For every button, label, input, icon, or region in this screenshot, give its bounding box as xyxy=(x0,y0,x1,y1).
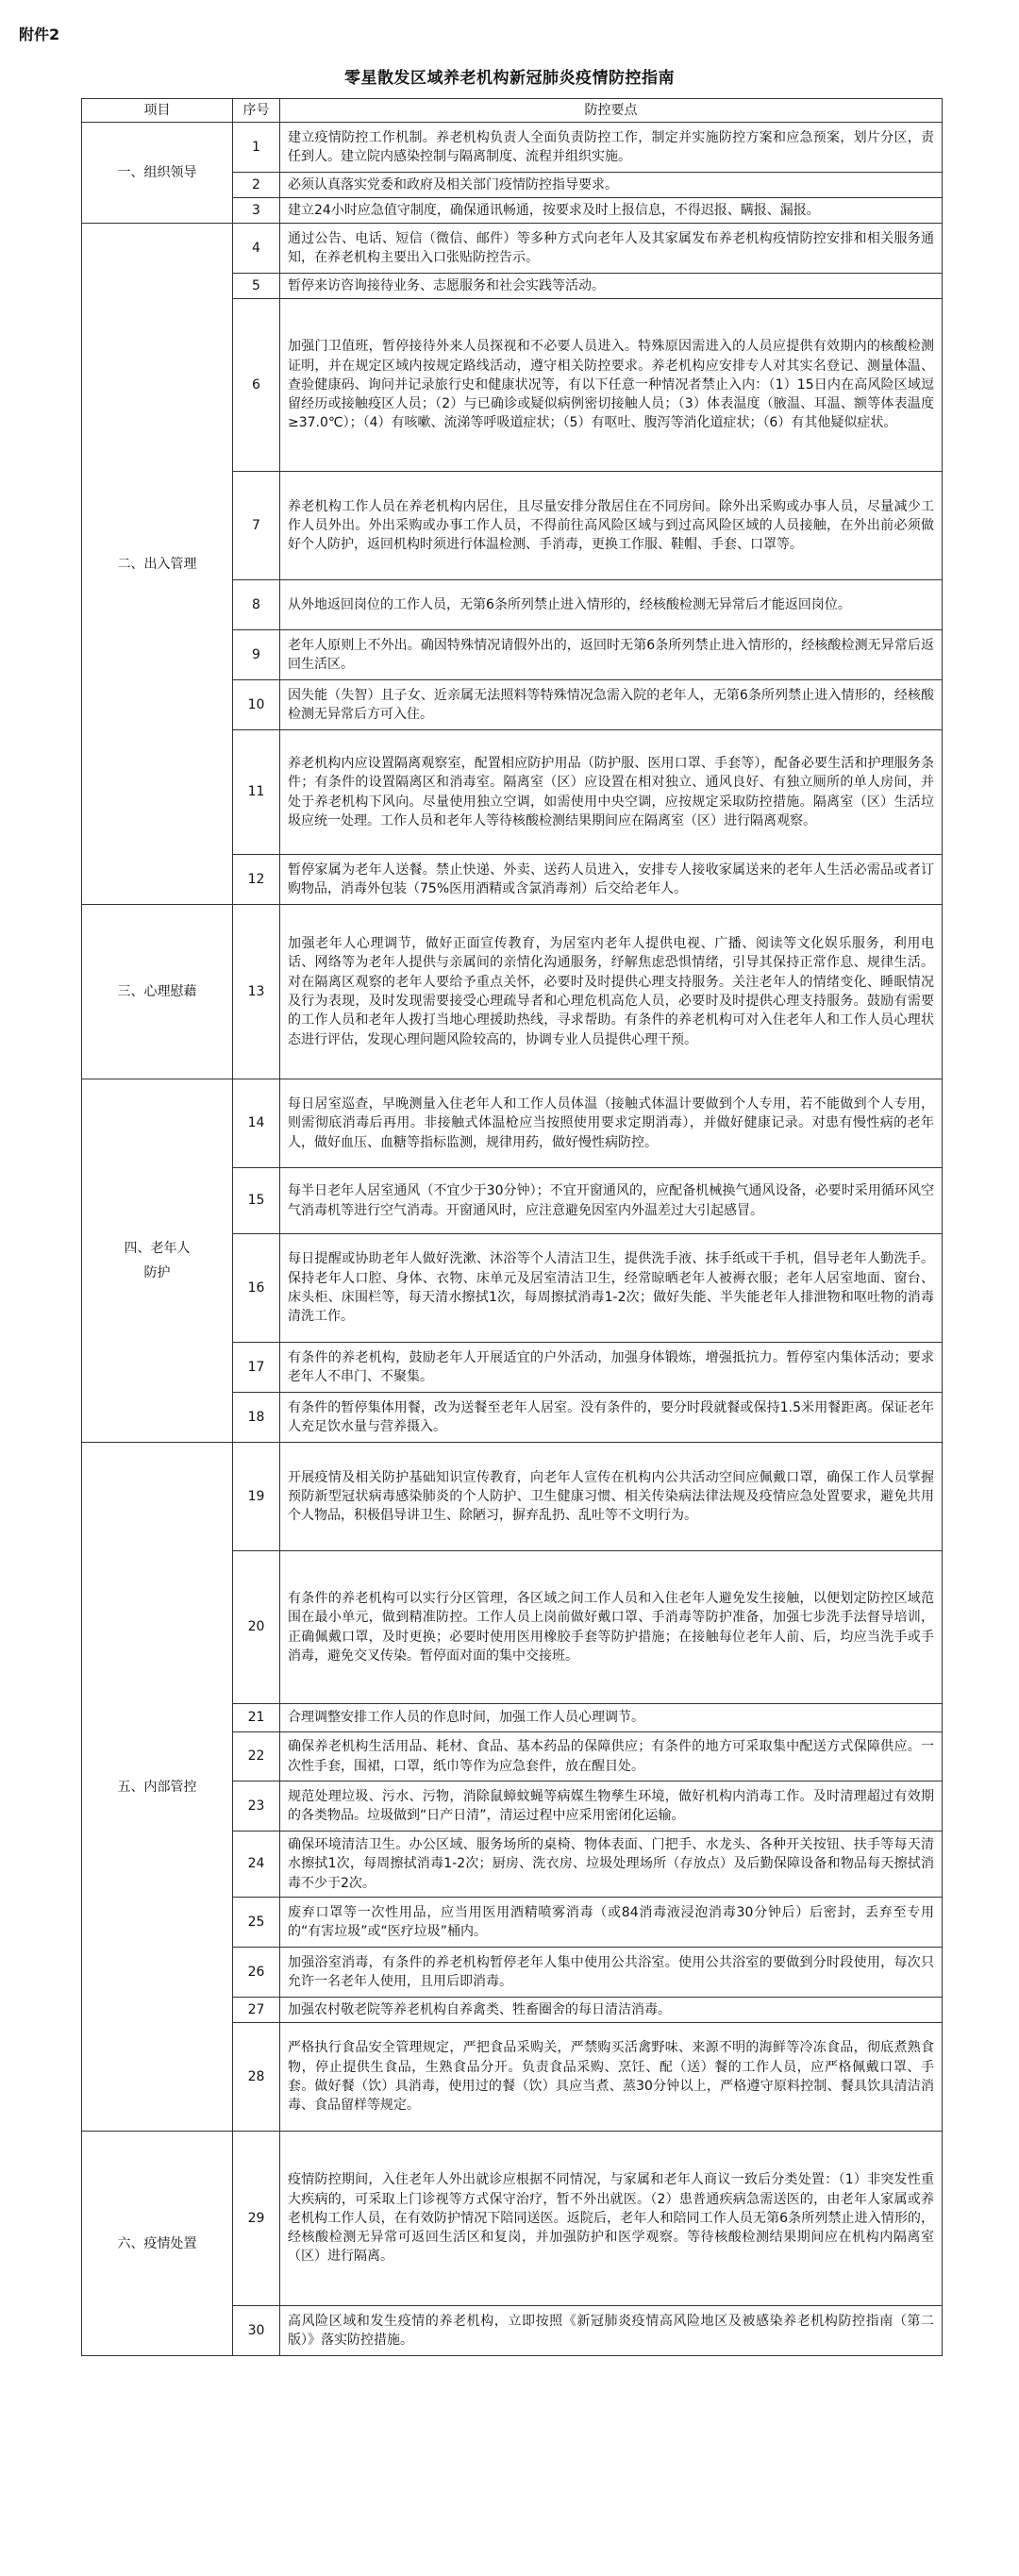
row-number: 21 xyxy=(233,1704,280,1732)
row-text: 每日提醒或协助老年人做好洗漱、沐浴等个人清洁卫生，提供洗手液、抹手纸或干手机，倡导老年人勤洗手。保持老年人口腔、身体、衣物、床单元及居室清洁卫生，经常晾晒老年人被褥衣服；老年人居室地面、窗台、床头柜、床围栏等，每天清水擦拭1次，每周擦拭消毒1-2次；做好失能、半失能老年人排泄物和呕吐物的消毒清洗工作。 xyxy=(280,1234,943,1343)
row-text: 每日居室巡查，早晚测量入住老年人和工作人员体温（接触式体温计要做到个人专用，若不能做到个人专用，则需彻底消毒后再用。非接触式体温枪应当按照使用要求定期消毒），并做好健康记录。对患有慢性病的老年人，做好血压、血糖等指标监测，规律用药，做好慢性病防控。 xyxy=(280,1079,943,1168)
row-text: 开展疫情及相关防护基础知识宣传教育，向老年人宣传在机构内公共活动空间应佩戴口罩，确保工作人员掌握预防新型冠状病毒感染肺炎的个人防护、卫生健康习惯、相关传染病法律法规及疫情应急处置要求，避免共用个人物品，积极倡导讲卫生、除陋习，摒弃乱扔、乱吐等不文明行为。 xyxy=(280,1443,943,1551)
row-number: 4 xyxy=(233,224,280,274)
table-header-row xyxy=(82,99,943,123)
row-text: 必须认真落实党委和政府及相关部门疫情防控指导要求。 xyxy=(280,173,943,198)
row-text: 高风险区域和发生疫情的养老机构，立即按照《新冠肺炎疫情高风险地区及被感染养老机构防控指南（第二版）》落实防控措施。 xyxy=(280,2306,943,2356)
table-row xyxy=(82,2132,943,2306)
row-text: 加强老年人心理调节，做好正面宣传教育，为居室内老年人提供电视、广播、阅读等文化娱乐服务，利用电话、网络等为老年人提供与亲属间的亲情化沟通服务，纾解焦虑恐惧情绪，引导其保持正常作息、规律生活。对在隔离区观察的老年人要给予重点关怀，必要时及时提供心理支持服务。关注老年人的情绪变化、睡眠情况及行为表现，及时发现需要接受心理疏导者和心理危机高危人员，必要时及时提供心理支持服务。鼓励有需要的工作人员和老年人拨打当地心理援助热线，寻求帮助。有条件的养老机构可对入住老年人和工作人员心理状态进行评估，发现心理问题风险较高的，协调专业人员提供心理干预。 xyxy=(280,905,943,1079)
category-cell: 一、组织领导 xyxy=(82,123,233,224)
row-number: 5 xyxy=(233,274,280,299)
row-text: 通过公告、电话、短信（微信、邮件）等多种方式向老年人及其家属发布养老机构疫情防控安排和相关服务通知，在养老机构主要出入口张贴防控告示。 xyxy=(280,224,943,274)
row-number: 15 xyxy=(233,1168,280,1234)
row-number: 25 xyxy=(233,1898,280,1948)
category-cell xyxy=(82,1079,233,1443)
header-points: 防控要点 xyxy=(280,99,943,123)
category-cell: 六、疫情处置 xyxy=(82,2132,233,2356)
row-number: 22 xyxy=(233,1732,280,1781)
row-text: 规范处理垃圾、污水、污物，消除鼠蟑蚊蝇等病媒生物孳生环境，做好机构内消毒工作。及时清理超过有效期的各类物品。垃圾做到“日产日清”，清运过程中应采用密闭化运输。 xyxy=(280,1781,943,1832)
row-number: 16 xyxy=(233,1234,280,1343)
row-text: 暂停来访咨询接待业务、志愿服务和社会实践等活动。 xyxy=(280,274,943,299)
document-title: 零星散发区域养老机构新冠肺炎疫情防控指南 xyxy=(344,69,675,88)
attachment-label: 附件2 xyxy=(19,25,60,43)
row-text: 建立24小时应急值守制度，确保通讯畅通，按要求及时上报信息，不得迟报、瞒报、漏报。 xyxy=(280,198,943,224)
row-text: 加强农村敬老院等养老机构自养禽类、牲畜圈舍的每日清洁消毒。 xyxy=(280,1998,943,2023)
row-text: 每半日老年人居室通风（不宜少于30分钟）；不宜开窗通风的，应配备机械换气通风设备，必要时采用循环风空气消毒机等进行空气消毒。开窗通风时，应注意避免因室内外温差过大引起感冒。 xyxy=(280,1168,943,1234)
table-row xyxy=(82,1443,943,1551)
row-number: 29 xyxy=(233,2132,280,2306)
row-number: 7 xyxy=(233,472,280,580)
row-text: 老年人原则上不外出。确因特殊情况请假外出的，返回时无第6条所列禁止进入情形的，经核酸检测无异常后返回生活区。 xyxy=(280,630,943,680)
row-text: 确保环境清洁卫生。办公区域、服务场所的桌椅、物体表面、门把手、水龙头、各种开关按钮、扶手等每天清水擦拭1次，每周擦拭消毒1-2次；厨房、洗衣房、垃圾处理场所（存放点）及后勤保障设备和物品每天擦拭消毒不少于2次。 xyxy=(280,1832,943,1898)
row-text: 有条件的养老机构可以实行分区管理，各区域之间工作人员和入住老年人避免发生接触，以便划定防控区域范围在最小单元，做到精准防控。工作人员上岗前做好戴口罩、手消毒等防护准备，加强七步洗手法督导培训，正确佩戴口罩，及时更换；必要时使用医用橡胶手套等防护措施；在接触每位老年人前、后，均应当洗手或手消毒，避免交叉传染。暂停面对面的集中交接班。 xyxy=(280,1551,943,1704)
row-text: 严格执行食品安全管理规定，严把食品采购关，严禁购买活禽野味、来源不明的海鲜等冷冻食品，彻底煮熟食物，停止提供生食品，生熟食品分开。负责食品采购、烹饪、配（送）餐的工作人员，应严格佩戴口罩、手套。做好餐（饮）具消毒，使用过的餐（饮）具应当煮、蒸30分钟以上，严格遵守原料控制、餐具饮具清洁消毒、食品留样等规定。 xyxy=(280,2023,943,2132)
row-number: 1 xyxy=(233,123,280,173)
row-text: 养老机构工作人员在养老机构内居住，且尽量安排分散居住在不同房间。除外出采购或办事人员，尽量减少工作人员外出。外出采购或办事工作人员，不得前往高风险区域与到过高风险区域的人员接触，在外出前必须做好个人防护，返回机构时须进行体温检测、手消毒，更换工作服、鞋帽、手套、口罩等。 xyxy=(280,472,943,580)
row-number: 9 xyxy=(233,630,280,680)
row-text: 加强门卫值班，暂停接待外来人员探视和不必要人员进入。特殊原因需进入的人员应提供有效期内的核酸检测证明，并在规定区域内按规定路线活动，遵守相关防控要求。养老机构应安排专人对其实名登记、测量体温、查验健康码、询问并记录旅行史和健康状况等，有以下任意一种情况者禁止入内：（1）15日内在高风险区域逗留经历或接触疫区人员；（2）与已确诊或疑似病例密切接触人员；（3）体表温度（腋温、耳温、额等体表温度≥37.0℃）；（4）有咳嗽、流涕等呼吸道症状；（5）有呕吐、腹泻等消化道症状；（6）有其他疑似症状。 xyxy=(280,299,943,472)
header-number: 序号 xyxy=(233,99,280,123)
row-number: 20 xyxy=(233,1551,280,1704)
row-number: 30 xyxy=(233,2306,280,2356)
row-number: 3 xyxy=(233,198,280,224)
row-number: 23 xyxy=(233,1781,280,1832)
row-number: 13 xyxy=(233,905,280,1079)
row-number: 10 xyxy=(233,680,280,730)
category-cell: 五、内部管控 xyxy=(82,1443,233,2132)
row-number: 27 xyxy=(233,1998,280,2023)
row-number: 11 xyxy=(233,730,280,855)
row-number: 14 xyxy=(233,1079,280,1168)
row-number: 8 xyxy=(233,580,280,630)
guideline-table xyxy=(81,98,943,2356)
row-text: 合理调整安排工作人员的作息时间，加强工作人员心理调节。 xyxy=(280,1704,943,1732)
row-number: 28 xyxy=(233,2023,280,2132)
row-number: 19 xyxy=(233,1443,280,1551)
row-number: 26 xyxy=(233,1948,280,1998)
row-number: 18 xyxy=(233,1393,280,1443)
table-row xyxy=(82,1079,943,1168)
row-text: 暂停家属为老年人送餐。禁止快递、外卖、送药人员进入，安排专人接收家属送来的老年人生活必需品或者订购物品，消毒外包装（75%医用酒精或含氯消毒剂）后交给老年人。 xyxy=(280,855,943,905)
row-text: 因失能（失智）且子女、近亲属无法照料等特殊情况急需入院的老年人，无第6条所列禁止进入情形的，经核酸检测无异常后方可入住。 xyxy=(280,680,943,730)
row-text: 从外地返回岗位的工作人员，无第6条所列禁止进入情形的，经核酸检测无异常后才能返回岗位。 xyxy=(280,580,943,630)
row-text: 有条件的养老机构，鼓励老年人开展适宜的户外活动，加强身体锻炼，增强抵抗力。暂停室内集体活动；要求老年人不串门、不聚集。 xyxy=(280,1343,943,1393)
table-row xyxy=(82,905,943,1079)
row-text: 养老机构内应设置隔离观察室，配置相应防护用品（防护服、医用口罩、手套等），配备必要生活和护理服务条件；有条件的设置隔离区和消毒室。隔离室（区）应设置在相对独立、通风良好、有独立厕所的单人房间，并处于养老机构下风向。尽量使用独立空调，如需使用中央空调，应按规定采取防控措施。隔离室（区）生活垃圾应统一处理。工作人员和老年人等待核酸检测结果期间应在隔离室（区）进行隔离观察。 xyxy=(280,730,943,855)
row-text: 废弃口罩等一次性用品，应当用医用酒精喷雾消毒（或84消毒液浸泡消毒30分钟后）后密封，丢弃至专用的“有害垃圾”或“医疗垃圾”桶内。 xyxy=(280,1898,943,1948)
row-number: 6 xyxy=(233,299,280,472)
row-text: 有条件的暂停集体用餐，改为送餐至老年人居室。没有条件的，要分时段就餐或保持1.5米用餐距离。保证老年人充足饮水量与营养摄入。 xyxy=(280,1393,943,1443)
row-text: 建立疫情防控工作机制。养老机构负责人全面负责防控工作，制定并实施防控方案和应急预案，划片分区，责任到人。建立院内感染控制与隔离制度、流程并组织实施。 xyxy=(280,123,943,173)
table-row xyxy=(82,123,943,173)
row-text: 疫情防控期间，入住老年人外出就诊应根据不同情况，与家属和老年人商议一致后分类处置：（1）非突发性重大疾病的，可采取上门诊视等方式保守治疗，暂不外出就医。（2）患普通疾病急需送医的，由老年人家属或养老机构工作人员，在有效防护情况下陪同送医。返院后，老年人和陪同工作人员无第6条所列禁止进入情形的，经核酸检测无异常可返回生活区和复岗，并加强防护和医学观察。等待核酸检测结果期间应在机构内隔离室（区）进行隔离。 xyxy=(280,2132,943,2306)
category-cell: 二、出入管理 xyxy=(82,224,233,905)
table-row xyxy=(82,224,943,274)
row-text: 确保养老机构生活用品、耗材、食品、基本药品的保障供应；有条件的地方可采取集中配送方式保障供应。一次性手套，围裙，口罩，纸巾等作为应急套件，放在醒目处。 xyxy=(280,1732,943,1781)
category-cell: 三、心理慰藉 xyxy=(82,905,233,1079)
row-number: 12 xyxy=(233,855,280,905)
row-number: 24 xyxy=(233,1832,280,1898)
row-number: 2 xyxy=(233,173,280,198)
row-text: 加强浴室消毒，有条件的养老机构暂停老年人集中使用公共浴室。使用公共浴室的要做到分时段使用，每次只允许一名老年人使用，且用后即消毒。 xyxy=(280,1948,943,1998)
category-label: 四、老年人防护 xyxy=(124,1241,191,1280)
header-category: 项目 xyxy=(82,99,233,123)
row-number: 17 xyxy=(233,1343,280,1393)
